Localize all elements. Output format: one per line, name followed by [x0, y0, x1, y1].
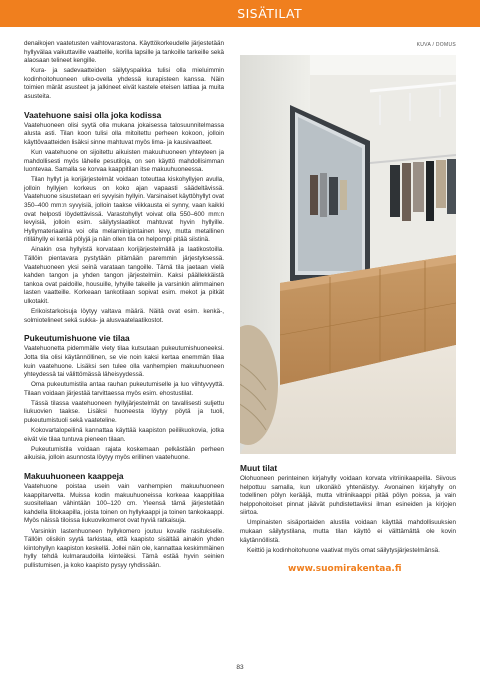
body-paragraph: Keittiö ja kodinhoitohuone vaativat myös omat säilytysjärjestelmänsä. [247, 546, 440, 554]
subheading-pukeutumishuone: Pukeutumishuone vie tilaa [24, 333, 130, 344]
subheading-makuuhuone: Makuuhuoneen kaappeja [24, 471, 124, 482]
body-paragraph: denaikojen vaatetusten vaihtovarastona. Käyttökorkeudelle järjestetään hyllyvälaa vaikuttaville vaatteille, korilla lapsille ja tankoille tarkeille sekä alaosaan telineet kengille. [24, 40, 224, 65]
body-paragraph: Kun vaatehuone on sijoitettu aikuisten makuuhuoneen yhteyteen ja mahdollisesti myös lähelle pesutiloja, on sen käyttö mahdollisimman luontevaa. Samalla se korvaa kaappitilan itse makuuhuoneessa. [24, 148, 224, 174]
right-text-column [240, 463, 456, 574]
body-paragraph: Ainakin osa hyllyistä korvataan korijärjestelmällä ja laatikostoilla. Tällöin pientavara pystytään pitämään paremmin järjestyksessä. Vaatehuoneen yksi seinä varataan tangoille. Tämä tila jaetaan vielä kahden tangon ja yhden tangon järjestelmiin. Kaksi päällekkäistä tankoa ovat paidoille, housuille, lyhyille takeille ja varsinkin alimmainen lasten vaatteille. Korkeaan tankotilaan sopivat esim. mekot ja pitkät ulkotakit. [24, 246, 224, 306]
body-paragraph: Pukeutumistila voidaan rajata koskemaan pelkästään perheen aikuisia, jolloin asunnosta löytyy myös erillinen vaatehuone. [24, 445, 224, 462]
section-header-bar [0, 0, 480, 27]
body-paragraph: Vaatehuoneen olisi syytä olla mukana jokaisessa talosuunnitelmassa alusta asti. Tilan koon tulisi olla mitoitettu perheen kokoon, jolloin käyttövaatteiden lisäksi sinne mahtuvat myös lima- ja kausivaatteet. [24, 121, 224, 146]
photo-credit: KUVA / DOMUS [416, 42, 456, 48]
page-number: 83 [236, 664, 244, 671]
body-paragraph: Tilan hyllyt ja korijärjestelmät voidaan toteuttaa kiskohyllyjen avulla, jolloin hyllyjen korkeus on koko ajan vapaasti säädeltävissä. Vaatehuone sisustetaan eri syvyisin hyllyin. Varsinaiset käyttöhyllyt ovat 350–400 mm:n syvyisiä, jolloin taakse viikkausta ei synny, vaan kaikki ovat helposti löydettävissä. Varastohyllyt voivat olla 550–600 mm:n levyisiä, jolloin esim. säilytyslaatikot mahtuvat hyvin hyllyille. Hyllymateriaalina voi olla melamiinipintainen levy, mutta metallinen ritilähylly ei kerää pölyjä ja näin ollen tila on helpompi pitää siistinä. [24, 176, 224, 244]
body-paragraph: Kokovartalopeilinä kannattaa käyttää kaapiston peiliikuokovia, jotka eivät vie tilaa tuntuva pieneen tilaan. [24, 427, 224, 443]
body-paragraph: Olohuoneen perinteinen kirjahylly voidaan korvata vitriinikaapeilla. Siivous helpottuu samalla, kun ulkonäkö yhtenäistyy. Avonainen kirjahylly on todellinen pölyn kerääjä, mutta vitriinikaappi pitää pölyn poissa, ja vain helppohoitoiset pinnat jäävät puhdistettaviksi ilman esineiden ja kirjojen siirtoa. [240, 475, 456, 517]
left-text-column [24, 40, 224, 572]
body-paragraph: Erikoistarkoisuja löytyy valtava määrä. Näitä ovat esim. kenkä-, solmiotelineet sekä sukka- ja alusvaatelaatikostot. [24, 308, 224, 324]
body-paragraph: Tässä tilassa vaatehuoneen hyllyjärjestelmät on tavallisesti suljettu liukuovien taakse. Lisäksi huoneesta löytyy pöytä ja tuoli, pukeutumistuoli sekä vaateteline. [24, 399, 224, 425]
body-paragraph: Vaatehuone poistaa usein vain vanhempien makuuhuoneen kaappitarvetta. Muissa kodin makuuhuoneissa korkeaa kaappitilaa suositellaan vähintään 100–120 cm. Yleensä tämä järjestetään kahdella liitokaapilla, joista toinen on hyllykaappi ja toinen tankokaappi. Myös näissä tiloissa liukuovikomerot ovat hyviä ratkaisuja. [24, 483, 224, 525]
section-title: SISÄTILAT [237, 6, 302, 21]
website-link[interactable]: www.suomirakentaa.fi [288, 564, 402, 575]
body-paragraph: Vaatehuonetta pidemmälle viety tilaa kutsutaan pukeutumishuoneeksi. Jotta tila olisi käytännöllinen, se vie noin kaksi kertaa enemmän tilaa kuin vaatehuone. Lisäksi sen tulee olla vanhempien makuuhuoneen yhteydessä tai välittömässä läheisyydessä. [24, 345, 224, 379]
body-paragraph: Umpinaisten sisäportaiden alustila voidaan käyttää mahdollisuuksien mukaan säilytystilana, mutta tilan käyttö ei välttämättä ole kovin käytännöllistä. [240, 519, 456, 544]
body-paragraph: Oma pukeutumistila antaa rauhan pukeutumiselle ja luo viihtyvyyttä. Tilaan voidaan järjestää tarvittaessa myös esim. ehostustilat. [24, 381, 224, 397]
subheading-vaatehuone: Vaatehuone saisi olla joka kodissa [24, 109, 162, 120]
body-paragraph: Kura- ja sadevaatteiden säilytyspaikka tulisi olla mieluimmin kodinhoitohuoneen ulko-ovella yhdessä kurapisteen kanssa. Näin toimien märät asusteet ja jalkineet eivät kastele eteisen lattiaa ja muita asusteita. [24, 67, 224, 101]
walk-in-closet-photo [240, 55, 456, 454]
subheading-muut-tilat: Muut tilat [240, 463, 278, 473]
body-paragraph: Varsinkin lastenhuoneen hyllykomero joutuu kovalle rasitukselle. Tällöin olisikin syytä tarkistaa, että kaapisto sisältää ainakin yhden kiintohyllyn kaapiston keskellä. Jollei näin ole, kannattaa keskimmäinen hylly tehdä kulmaraudoilla kiinteäksi. Tämä estää hyvin seinien pullistumisen, ja koko kaapisto pysyy ryhdissään. [24, 527, 224, 569]
